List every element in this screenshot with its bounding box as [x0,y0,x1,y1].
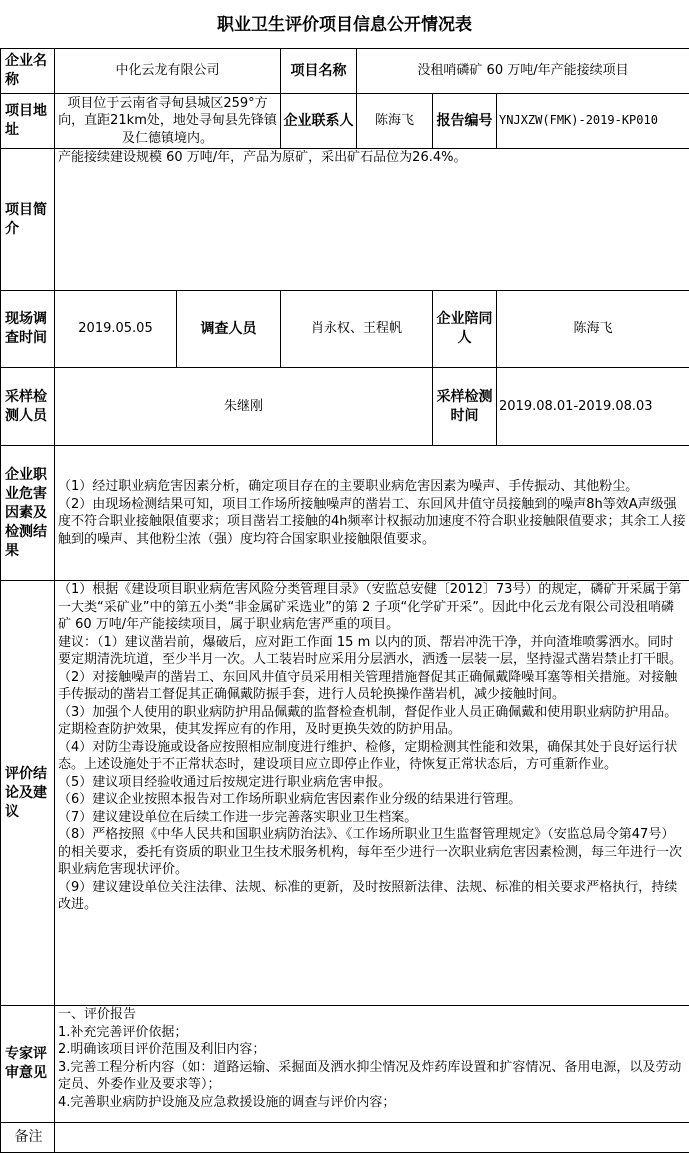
row-survey [1,291,689,368]
expert-label: 专家评审意见 [1,1006,55,1123]
intro-label: 项目简介 [1,149,55,291]
row-company [1,49,689,94]
sampling-time-label: 采样检测时间 [433,368,497,446]
expert-item: 2.明确该项目评价范围及利旧内容； [58,1041,686,1059]
hazard-item: （1）经过职业病危害因素分析，确定项目存在的主要职业病危害因素为噪声、手传振动、其他粉尘。 [58,478,686,496]
project-name-value: 没租哨磷矿 60 万吨/年产能接续项目 [357,49,689,94]
intro-value: 产能接续建设规模 60 万吨/年，产品为原矿，采出矿石品位为26.4%。 [55,149,689,291]
conclusion-item: （5）建议项目经验收通过后按规定进行职业病危害申报。 [58,774,686,792]
accompany-value: 陈海飞 [497,291,689,368]
expert-item: 3.完善工程分析内容（如：道路运输、采掘面及洒水抑尘情况及炸药库设置和扩容情况、备用电源，以及劳动定员、外委作业及要求等）； [58,1059,686,1094]
address-value: 项目位于云南省寻甸县城区259°方向，直距21km处，地处寻甸县先锋镇及仁德镇境内。 [55,94,281,149]
row-expert [1,1006,689,1123]
row-conclusion [1,581,689,1006]
company-value: 中化云龙有限公司 [55,49,281,94]
remarks-value [55,1123,689,1153]
report-no-label: 报告编号 [433,94,497,149]
conclusion-item: （7）建议建设单位在后续工作进一步完善落实职业卫生档案。 [58,809,686,827]
contact-value: 陈海飞 [357,94,433,149]
conclusion-item: （8）严格按照《中华人民共和国职业病防治法》、《工作场所职业卫生监督管理规定》（安监总局令第47号）的相关要求，委托有资质的职业卫生技术服务机构，每年至少进行一次职业病危害因素检测，每三年进行一次职业病危害现状评价。 [58,826,686,879]
page-title: 职业卫生评价项目信息公开情况表 [0,0,689,48]
remarks-label: 备注 [1,1123,55,1153]
sampling-time-value: 2019.08.01-2019.08.03 [497,368,689,446]
sampling-staff-value: 朱继刚 [55,368,433,446]
contact-label: 企业联系人 [281,94,357,149]
conclusion-item: （3）加强个人使用的职业病防护用品佩戴的监督检查机制，督促作业人员正确佩戴和使用职业病防护用品。定期检查防护效果，使其发挥应有的作用，及时更换失效的防护用品。 [58,704,686,739]
company-label: 企业名称 [1,49,55,94]
expert-item: 4.完善职业病防护设施及应急救援设施的调查与评价内容； [58,1094,686,1112]
conclusion-item: （1）根据《建设项目职业病危害风险分类管理目录》（安监总安健〔2012〕73号）的规定，磷矿开采属于第一大类“采矿业”中的第五小类“非金属矿采选业”的第 2 子项“化学矿开采”。因此中化云龙有限公司没租哨磷矿 60 万吨/年产能接续项目，属于职业病危害严重的项目。 [58,581,686,634]
expert-value [55,1006,689,1123]
expert-item: 1.补充完善评价依据； [58,1024,686,1042]
accompany-label: 企业陪同人 [433,291,497,368]
report-no-value: YNJXZW(FMK)-2019-KP010 [497,94,689,149]
conclusion-item: （6）建议企业按照本报告对工作场所职业病危害因素作业分级的结果进行管理。 [58,791,686,809]
project-name-label: 项目名称 [281,49,357,94]
row-remarks [1,1123,689,1153]
row-intro [1,149,689,291]
surveyors-label: 调查人员 [177,291,281,368]
conclusion-item: （9）建议建设单位关注法律、法规、标准的更新，及时按照新法律、法规、标准的相关要求严格执行，持续改进。 [58,879,686,914]
address-label: 项目地址 [1,94,55,149]
conclusion-item: 建议：（1）建议凿岩前，爆破后，应对距工作面 15 m 以内的顶、帮岩冲洗干净，并向渣堆喷雾洒水。同时要定期清洗坑道，至少半月一次。人工装岩时应采用分层洒水，洒透一层装一层，坚持湿式凿岩禁止打干眼。 [58,634,686,669]
sampling-staff-label: 采样检测人员 [1,368,55,446]
hazards-value [55,446,689,581]
conclusion-value [55,581,689,1006]
conclusion-item: （2）对接触噪声的凿岩工、东回风井值守员采用相关管理措施督促其正确佩戴降噪耳塞等相关措施。对接触手传振动的凿岩工督促其正确佩戴防振手套，进行人员轮换操作凿岩机，减少接触时间。 [58,669,686,704]
row-sampling [1,368,689,446]
info-table [0,48,689,1153]
surveyors-value: 肖永权、王程帆 [281,291,433,368]
row-hazards [1,446,689,581]
conclusion-label: 评价结论及建议 [1,581,55,1006]
survey-time-value: 2019.05.05 [55,291,177,368]
survey-time-label: 现场调查时间 [1,291,55,368]
expert-item: 一、评价报告 [58,1006,686,1024]
row-address [1,94,689,149]
hazard-item: （2）由现场检测结果可知，项目工作场所接触噪声的凿岩工、东回风井值守员接触到的噪声8h等效A声级强度不符合职业接触限值要求；项目凿岩工接触的4h频率计权振动加速度不符合职业接触限值要求；其余工人接触到的噪声、其他粉尘浓（强）度均符合国家职业接触限值要求。 [58,496,686,549]
conclusion-item: （4）对防尘毒设施或设备应按照相应制度进行维护、检修，定期检测其性能和效果，确保其处于良好运行状态。上述设施处于不正常状态时，建设项目应立即停止作业，待恢复正常状态后，方可重新作业。 [58,739,686,774]
hazards-label: 企业职业危害因素及检测结果 [1,446,55,581]
